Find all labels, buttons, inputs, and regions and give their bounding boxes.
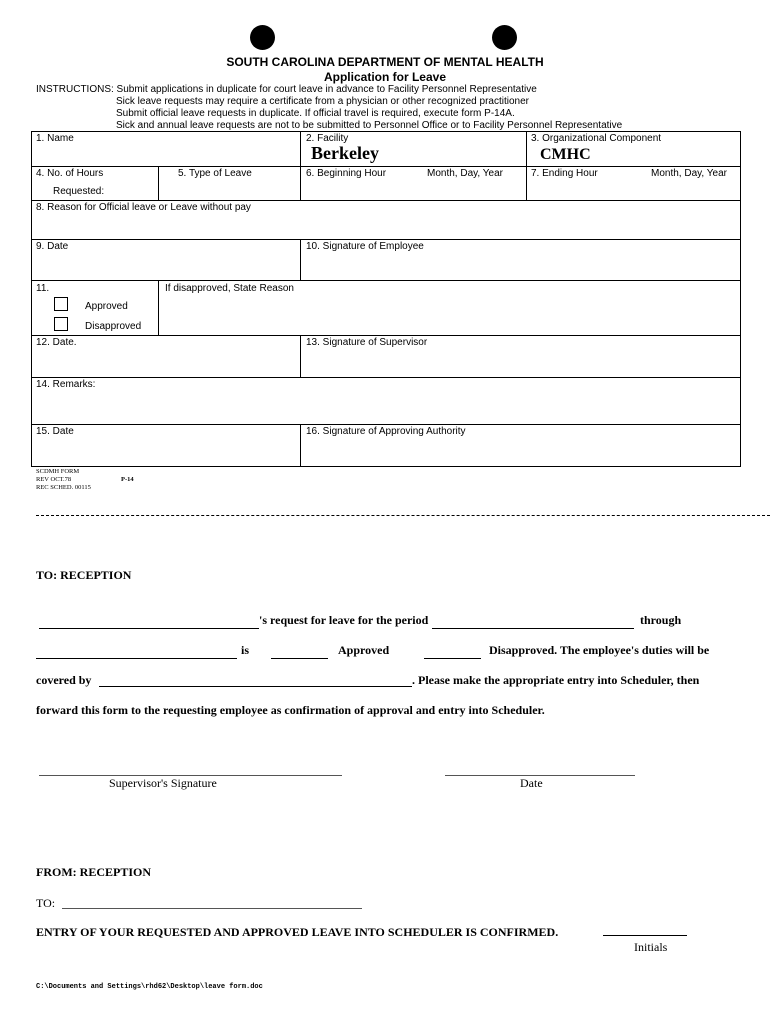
instruction-line-4: Sick and annual leave requests are not to be submitted to Personnel Office or to Facility Personnel Representative [116, 120, 623, 131]
facility-label: 2. Facility [306, 133, 349, 144]
initials-line[interactable] [603, 935, 687, 936]
form-code: P-14 [121, 476, 134, 483]
disapproved-checkbox[interactable] [54, 317, 68, 331]
request-text: 's request for leave for the period [259, 613, 429, 627]
approved-label: Approved [85, 301, 128, 312]
from-reception-heading: FROM: RECEPTION [36, 865, 151, 879]
disapproved-duties-text: Disapproved. The employee's duties will be [489, 643, 710, 657]
supervisor-signature-caption: Supervisor's Signature [109, 776, 217, 790]
to-label: TO: [36, 896, 56, 910]
date-caption: Date [520, 776, 543, 790]
covered-by-line[interactable] [99, 686, 412, 687]
date-9-label: 9. Date [36, 241, 69, 252]
beginning-hour-label: 6. Beginning Hour [306, 168, 387, 179]
ending-date-label: Month, Day, Year [651, 168, 727, 179]
employee-signature-label: 10. Signature of Employee [306, 241, 424, 252]
form-meta-line-3: REC SCHED. 00115 [36, 484, 91, 491]
leave-type-label: 5. Type of Leave [178, 168, 252, 179]
form-meta-line-2: REV OCT.78 [36, 476, 72, 483]
name-label: 1. Name [36, 133, 74, 144]
employee-name-line[interactable] [39, 628, 259, 629]
beginning-date-label: Month, Day, Year [427, 168, 503, 179]
initials-caption: Initials [634, 940, 668, 954]
supervisor-signature-label: 13. Signature of Supervisor [306, 337, 428, 348]
facility-value[interactable]: Berkeley [311, 143, 379, 163]
department-title: SOUTH CAROLINA DEPARTMENT OF MENTAL HEALTH [226, 55, 544, 69]
ending-hour-label: 7. Ending Hour [531, 168, 598, 179]
cut-line [36, 515, 770, 516]
disapproved-label: Disapproved [85, 321, 142, 332]
approved-text: Approved [338, 643, 390, 657]
through-text: through [640, 613, 682, 627]
forward-text: forward this form to the requesting employee as confirmation of approval and entry into Scheduler. [36, 703, 545, 717]
confirmed-text: ENTRY OF YOUR REQUESTED AND APPROVED LEAVE INTO SCHEDULER IS CONFIRMED. [36, 925, 559, 939]
punch-hole-right [492, 25, 517, 50]
approved-line[interactable] [271, 658, 328, 659]
covered-by-text: covered by [36, 673, 92, 687]
to-reception-heading: TO: RECEPTION [36, 568, 132, 582]
instruction-line-2: Sick leave requests may require a certificate from a physician or other recognized practitioner [116, 96, 529, 107]
instruction-line-1: INSTRUCTIONS: Submit applications in duplicate for court leave in advance to Facility Personnel Representative [36, 84, 537, 95]
hours-sub-label: Requested: [53, 186, 105, 197]
date-12-label: 12. Date. [36, 337, 77, 348]
form-grid [31, 131, 741, 467]
reason-label: 8. Reason for Official leave or Leave without pay [36, 202, 251, 213]
hours-label: 4. No. of Hours [36, 168, 104, 179]
remarks-label: 14. Remarks: [36, 379, 96, 390]
item-11-label: 11. [36, 283, 50, 294]
form-title: Application for Leave [323, 70, 447, 84]
org-component-label: 3. Organizational Component [531, 133, 662, 144]
disapproved-reason-label: If disapproved, State Reason [165, 283, 294, 294]
date-15-label: 15. Date [36, 426, 74, 437]
is-text: is [241, 643, 250, 657]
period-start-line[interactable] [432, 628, 634, 629]
approving-authority-label: 16. Signature of Approving Authority [306, 426, 466, 437]
disapproved-line[interactable] [424, 658, 481, 659]
instruction-line-3: Submit official leave requests in duplicate. If official travel is required, execute form P-14A. [116, 108, 515, 119]
form-meta-line-1: SCDMH FORM [36, 468, 80, 475]
approved-checkbox[interactable] [54, 297, 68, 311]
file-path: C:\Documents and Settings\rhd62\Desktop\leave form.doc [36, 983, 263, 991]
name-field[interactable] [36, 146, 294, 164]
punch-hole-left [250, 25, 275, 50]
to-line[interactable] [62, 908, 362, 909]
scheduler-entry-text: . Please make the appropriate entry into Scheduler, then [412, 673, 700, 687]
org-component-value[interactable]: CMHC [540, 146, 591, 163]
period-end-line[interactable] [36, 658, 237, 659]
